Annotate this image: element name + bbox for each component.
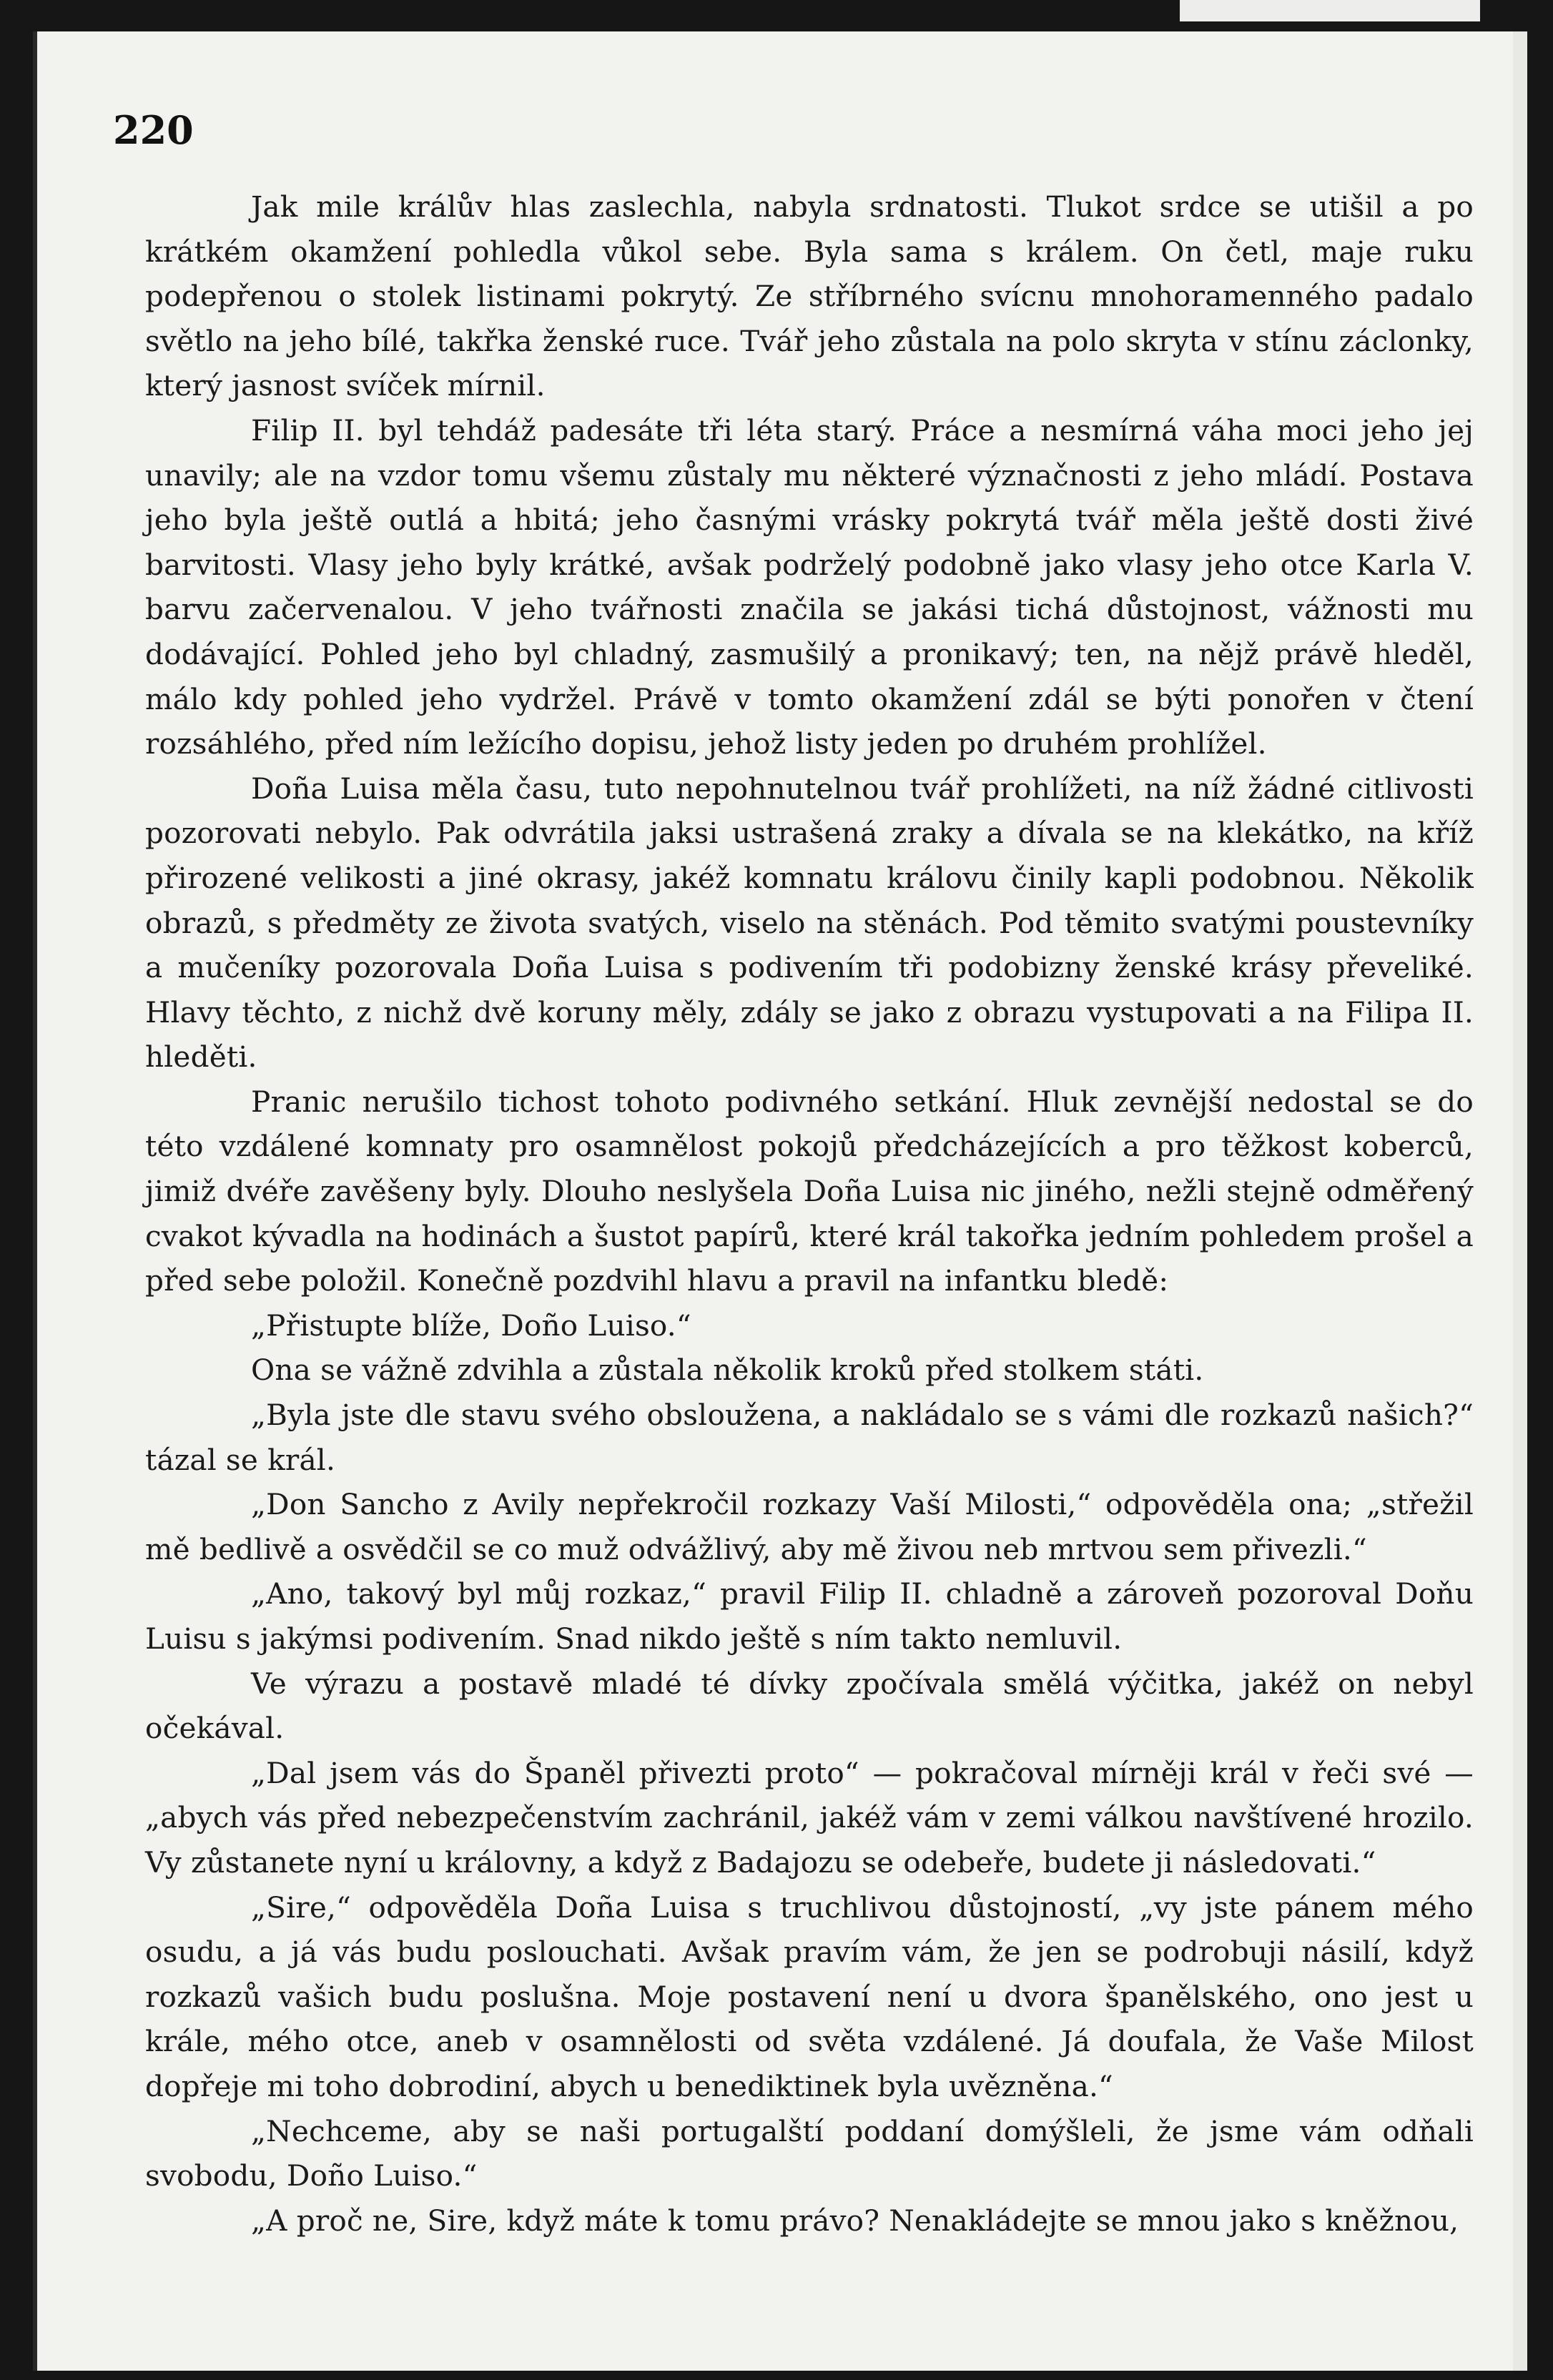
paragraph: Pranic nerušilo tichost tohoto podivného setkání. Hluk zevnější nedostal se do této vzdálené komnaty pro osamnělost pokojů předcházejících a pro těžkost koberců, jimiž dvéře zavěšeny byly. Dlouho neslyšela Doña Luisa nic jiného, nežli stejně odměřený cvakot kývadla na hodinách a šustot papírů, které král takořka jedním pohledem prošel a před sebe položil. Konečně pozdvihl hlavu a pravil na infantku bledě: bbox=[145, 1084, 1474, 1298]
paragraph: Filip II. byl tehdáž padesáte tři léta starý. Práce a nesmírná váha moci jeho jej unavily; ale na vzdor tomu všemu zůstaly mu některé význačnosti z jeho mládí. Postava jeho byla ještě outlá a hbitá; jeho časnými vrásky pokrytá tvář měla ještě dosti živé barvitosti. Vlasy jeho byly krátké, avšak podrželý podobně jako vlasy jeho otce Karla V. barvu začervenalou. V jeho tvářnosti značila se jakási tichá důstojnost, vážnosti mu dodávající. Pohled jeho byl chladný, zasmušilý a pronikavý; ten, na nějž právě hleděl, málo kdy pohled jeho vydržel. Právě v tomto okamžení zdál se býti ponořen v čtení rozsáhlého, před ním ležícího dopisu, jehož listy jeden po druhém prohlížel. bbox=[145, 413, 1474, 761]
paragraph: „Byla jste dle stavu svého obsloužena, a nakládalo se s vámi dle rozkazů našich?“ tázal se král. bbox=[145, 1398, 1474, 1477]
scan-edge-strip bbox=[1180, 0, 1480, 21]
page-edge bbox=[1513, 31, 1527, 2371]
paragraph: Doña Luisa měla času, tuto nepohnutelnou tvář prohlížeti, na níž žádné citlivosti pozorovati nebylo. Pak odvrátila jaksi ustrašená zraky a dívala se na klekátko, na kříž přirozené velikosti a jiné okrasy, jakéž komnatu královu činily kapli podobnou. Několik obrazů, s předměty ze života svatých, viselo na stěnách. Pod těmito svatými poustevníky a mučeníky pozorovala Doña Luisa s podivením tři podobizny ženské krásy převeliké. Hlavy těchto, z nichž dvě koruny měly, zdály se jako z obrazu vystupovati a na Filipa II. hleděti. bbox=[145, 771, 1474, 1075]
paragraph: „Nechceme, aby se naši portugalští poddaní domýšleli, že jsme vám odňali svobodu, Doño Luiso.“ bbox=[145, 2113, 1474, 2193]
paragraph: „Přistupte blíže, Doño Luiso.“ bbox=[251, 1308, 691, 1343]
paragraph: Jak mile králův hlas zaslechla, nabyla srdnatosti. Tlukot srdce se utišil a po krátkém okamžení pohledla vůkol sebe. Byla sama s králem. On četl, maje ruku podepřenou o stolek listinami pokrytý. Ze stříbrného svícnu mnohoramenného padalo světlo na jeho bílé, takřka ženské ruce. Tvář jeho zůstala na polo skryta v stínu záclonky, který jasnost svíček mírnil. bbox=[145, 189, 1474, 403]
page-number: 220 bbox=[113, 107, 194, 153]
body-text bbox=[145, 184, 1474, 2243]
paragraph: Ona se vážně zdvihla a zůstala několik kroků před stolkem státi. bbox=[251, 1353, 1204, 1388]
paragraph: „Dal jsem vás do Španěl přivezti proto“ — pokračoval mírněji král v řeči své — „abych vás před nebezpečenstvím zachránil, jakéž vám v zemi válkou navštívené hrozilo. Vy zůstanete nyní u královny, a když z Badajozu se odebeře, budete ji následovati.“ bbox=[145, 1755, 1474, 1880]
paragraph: „A proč ne, Sire, když máte k tomu právo? Nenakládejte se mnou jako s kněžnou, bbox=[251, 2203, 1459, 2238]
paragraph: „Don Sancho z Avily nepřekročil rozkazy Vaší Milosti,“ odpověděla ona; „střežil mě bedlivě a osvědčil se co muž odvážlivý, aby mě živou neb mrtvou sem přivezli.“ bbox=[145, 1487, 1474, 1566]
paragraph: „Sire,“ odpověděla Doña Luisa s truchlivou důstojností, „vy jste pánem mého osudu, a já vás budu poslouchati. Avšak pravím vám, že jen se podrobuji násilí, když rozkazů vašich budu poslušna. Moje postavení není u dvora španělského, ono jest u krále, mého otce, aneb v osamnělosti od světa vzdálené. Já doufala, že Vaše Milost dopřeje mi toho dobrodiní, abych u benediktinek byla uvězněna.“ bbox=[145, 1890, 1474, 2103]
paragraph: „Ano, takový byl můj rozkaz,“ pravil Filip II. chladně a zároveň pozoroval Doňu Luisu s jakýmsi podivením. Snad nikdo ještě s ním takto nemluvil. bbox=[145, 1576, 1474, 1656]
paragraph: Ve výrazu a postavě mladé té dívky zpočívala smělá výčitka, jakéž on nebyl očekával. bbox=[145, 1666, 1474, 1746]
